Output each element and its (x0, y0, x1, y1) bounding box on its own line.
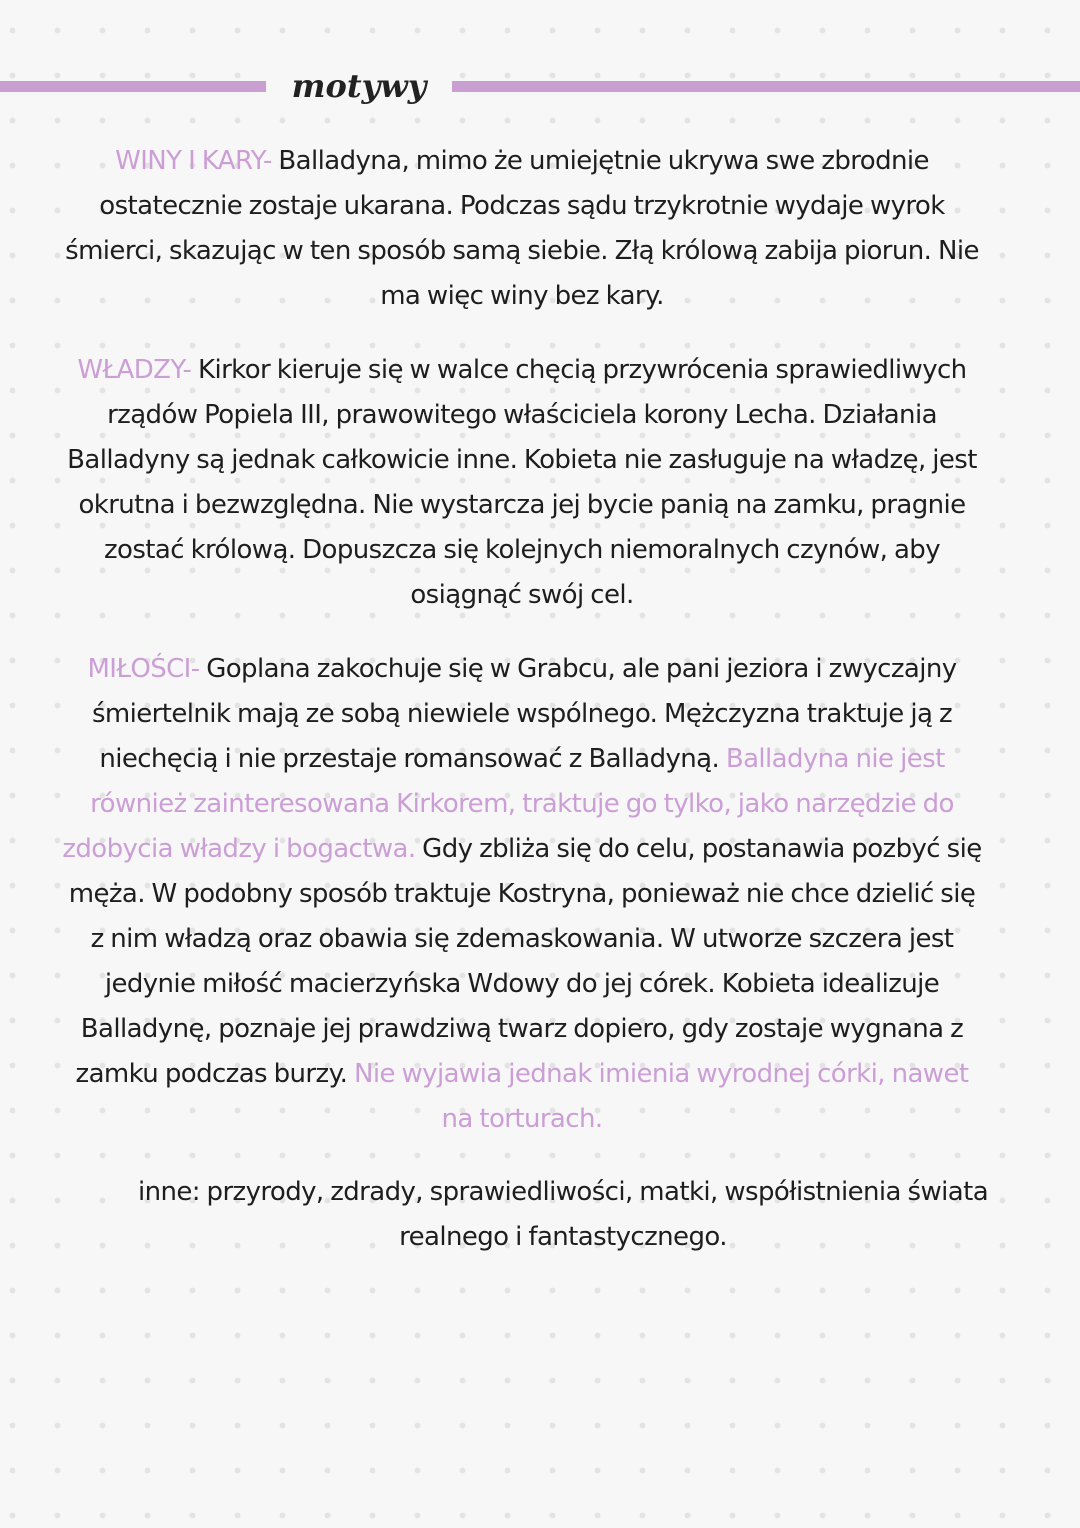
motif-text: Goplana zakochuje się w Grabcu, ale pani jeziora i zwyczajny śmiertelnik mają ze sobą niewiele wspólnego. Mężczyzna traktuje ją z niechęcią i nie przestaje romansować z Balladyną. (91, 654, 957, 774)
other-motifs: inne: przyrody, zdrady, sprawiedliwości, matki, współistnienia świata realnego i fantastycznego. (137, 1177, 989, 1252)
motif-label: MIŁOŚCI- (87, 654, 200, 684)
highlighted-text: Balladyna nie jest również zainteresowana Kirkorem, traktuje go tylko, jako narzędzie do zdobycia władzy i bogactwa. (62, 744, 954, 864)
motif-label: WŁADZY- (77, 355, 192, 385)
motif-love (60, 647, 984, 1142)
motif-power (60, 348, 984, 618)
highlighted-text: Nie wyjawia jednak imienia wyrodnej córki, nawet na torturach. (353, 1059, 969, 1134)
motif-guilt-punishment (60, 139, 984, 319)
motif-text: Balladyna, mimo że umiejętnie ukrywa swe zbrodnie ostatecznie zostaje ukarana. Podczas sądu trzykrotnie wydaje wyrok śmierci, skazując w ten sposób samą siebie. Złą królową zabija piorun. Nie ma więc winy bez kary. (65, 146, 979, 311)
header-rule-left (0, 81, 266, 92)
motif-label: WINY I KARY- (115, 146, 272, 176)
notes-content (60, 139, 989, 1260)
motif-text: Gdy zbliża się do celu, postanawia pozbyć się męża. W podobny sposób traktuje Kostryna, ponieważ nie chce dzielić się z nim władzą oraz obawia się zdemaskowania. W utworze szczera jest jedynie miłość macierzyńska Wdowy do jej córek. Kobieta idealizuje Balladynę, poznaje jej prawdziwą twarz dopiero, gdy zostaje wygnana z zamku podczas burzy. (68, 834, 982, 1089)
motif-text: Kirkor kieruje się w walce chęcią przywrócenia sprawiedliwych rządów Popiela III, prawowitego właściciela korony Lecha. Działania Balladyny są jednak całkowicie inne. Kobieta nie zasługuje na władzę, jest okrutna i bezwzględna. Nie wystarcza jej bycie panią na zamku, pragnie zostać królową. Dopuszcza się kolejnych niemoralnych czynów, aby osiągnąć swój cel. (67, 355, 977, 610)
header (0, 62, 1080, 112)
header-rule-right (452, 81, 1080, 92)
page-title: motywy (266, 62, 452, 110)
